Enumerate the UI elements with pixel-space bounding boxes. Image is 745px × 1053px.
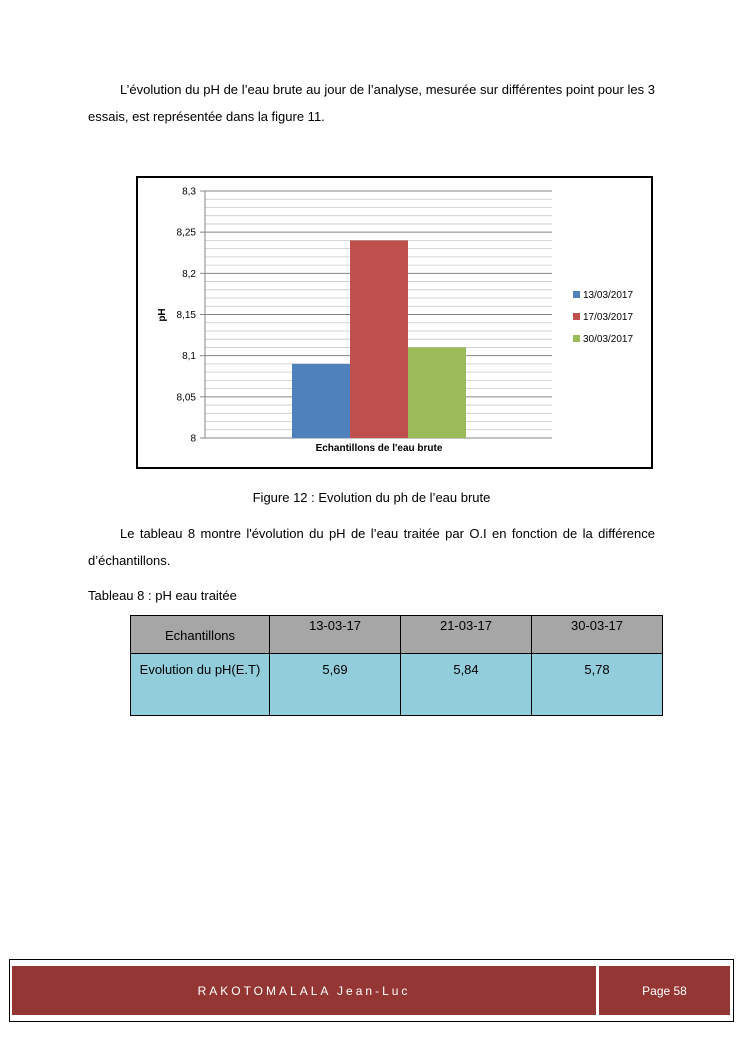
table-header-cell: 13-03-17	[270, 616, 401, 654]
table-row	[131, 654, 663, 716]
intro-paragraph: L’évolution du pH de l’eau brute au jour de l’analyse, mesurée sur différentes point pour les 3 essais, est représentée dans la figure 11.	[88, 82, 655, 124]
y-axis-title: pH	[157, 308, 168, 322]
legend-entry: 13/03/2017	[583, 290, 634, 301]
y-tick-label: 8	[190, 433, 196, 445]
table-header-cell: 30-03-17	[532, 616, 663, 654]
figure-caption: Figure 12 : Evolution du ph de l’eau brute	[252, 490, 491, 505]
ph-chart-svg	[138, 178, 651, 467]
footer-page-number: Page 58	[599, 966, 730, 1015]
y-tick-label: 8,2	[182, 268, 196, 280]
y-tick-label: 8,05	[176, 392, 196, 404]
y-tick-label: 8,1	[182, 351, 196, 363]
ph-chart	[136, 176, 653, 469]
footer-author: RAKOTOMALALA Jean-Luc	[12, 966, 596, 1015]
table-cell: 5,78	[532, 654, 663, 716]
legend-swatch	[573, 313, 580, 320]
table-row-label: Evolution du pH(E.T)	[131, 654, 270, 716]
table-cell: 5,84	[401, 654, 532, 716]
y-tick-label: 8,15	[176, 310, 196, 321]
table-title: Tableau 8 : pH eau traitée	[88, 588, 237, 603]
x-axis-title: Echantillons de l'eau brute	[315, 443, 443, 454]
bar-13-03-2017	[292, 364, 350, 438]
table-header-label: Echantillons	[131, 616, 270, 654]
table-cell: 5,69	[270, 654, 401, 716]
legend-swatch	[573, 335, 580, 342]
y-tick-label: 8,25	[176, 227, 196, 239]
ph-table	[130, 615, 663, 716]
legend-entry: 17/03/2017	[583, 312, 634, 323]
legend-swatch	[573, 291, 580, 298]
bar-17-03-2017	[350, 240, 408, 438]
table-header-cell: 21-03-17	[401, 616, 532, 654]
legend-entry: 30/03/2017	[583, 334, 634, 345]
y-tick-label: 8,3	[182, 186, 196, 198]
table-intro-paragraph: Le tableau 8 montre l'évolution du pH de l’eau traitée par O.I en fonction de la différence d’échantillons.	[88, 526, 655, 568]
table-header-row	[131, 616, 663, 654]
bar-30-03-2017	[408, 347, 466, 438]
